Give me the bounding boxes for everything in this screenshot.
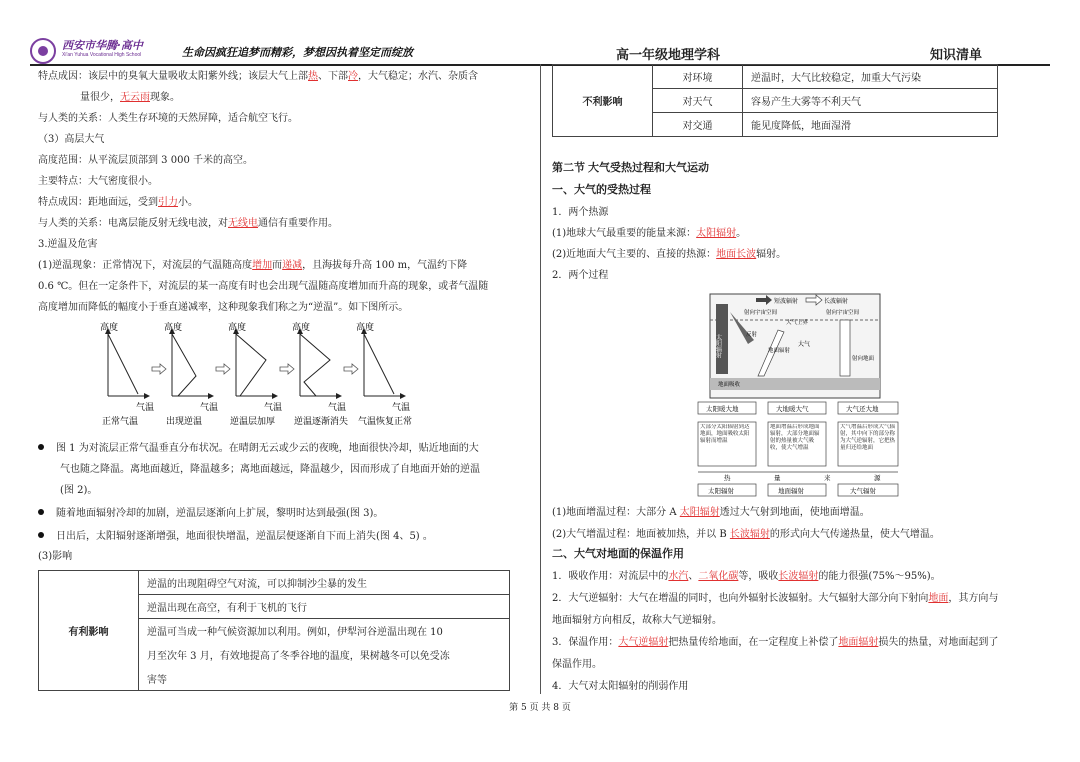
text-line: 特点成因：距地面远，受到引力小。 xyxy=(38,197,198,208)
bullet-icon xyxy=(38,444,44,450)
figure-note: 地面增温后形成地面辐射，大部分地面辐射的热量被大气吸收，使大气增温 xyxy=(770,424,820,451)
x-axis-label: 气温 xyxy=(136,403,155,413)
caption: 气温恢复正常 xyxy=(358,417,413,427)
bullet-icon xyxy=(38,532,44,538)
text-line: 3．保温作用：大气逆辐射把热量传给地面，在一定程度上补偿了地面辐射损失的热量，对地面起到了 xyxy=(552,637,999,648)
text-line: 2．两个过程 xyxy=(552,270,609,281)
text-line: 1．吸收作用：对流层中的水汽、二氧化碳等，吸收长波辐射的能力很强(75%～95%)。 xyxy=(552,571,941,582)
x-axis-label: 气温 xyxy=(392,403,411,413)
x-axis-label: 气温 xyxy=(200,403,219,413)
svg-text:射向宇宙空间: 射向宇宙空间 xyxy=(826,310,860,316)
bullet-line: 图 1 为对流层正常气温垂直分布状况。在晴朗无云或少云的夜晚，地面很快冷却，贴近地面的大 xyxy=(38,438,479,459)
school-motto: 生命因疯狂追梦而精彩，梦想因执着坚定而绽放 xyxy=(182,46,413,59)
svg-text:短波辐射: 短波辐射 xyxy=(774,298,799,305)
table-label: 不利影响 xyxy=(553,65,653,137)
table-cell: 容易产生大雾等不利天气 xyxy=(743,89,998,113)
text-line: 量很少，无云雨现象。 xyxy=(80,92,180,103)
back-radiation-arrow xyxy=(840,320,850,376)
svg-text:太阳暖大地: 太阳暖大地 xyxy=(706,405,739,413)
panel-1 xyxy=(100,321,154,427)
bullet-icon xyxy=(38,509,44,515)
svg-text:大气辐射: 大气辐射 xyxy=(850,487,876,495)
document-kind: 知识清单 xyxy=(930,47,983,62)
column-divider xyxy=(540,64,541,694)
svg-text:射向地面: 射向地面 xyxy=(852,356,875,362)
svg-text:地面辐射: 地面辐射 xyxy=(778,487,804,495)
text-line: 主要特点：大气密度很小。 xyxy=(38,176,158,187)
x-axis-label: 气温 xyxy=(328,403,347,413)
svg-text:大地暖大气: 大地暖大气 xyxy=(776,405,809,413)
table-cell: 逆温的出现阻碍空气对流，可以抑制沙尘暴的发生 xyxy=(139,571,510,595)
text-line: (1)地球大气最重要的能量来源：太阳辐射。 xyxy=(552,228,747,239)
table-cell: 月至次年 3 月，有效地提高了冬季谷地的温度，果树越冬可以免受冻 xyxy=(139,643,510,667)
subsection-heading: （3）高层大气 xyxy=(38,134,105,145)
svg-text:大气: 大气 xyxy=(798,341,811,348)
heating-process-figure xyxy=(694,290,908,498)
arrow-icon xyxy=(216,364,230,374)
text-line: 高度增加而降低的幅度小于垂直递减率，这种现象我们称之为“逆温”。如下图所示。 xyxy=(38,302,409,313)
school-name: 西安市华腾·高中 xyxy=(62,39,143,52)
section-heading: 一、大气的受热过程 xyxy=(552,184,651,196)
svg-text:大气上界: 大气上界 xyxy=(786,320,809,326)
text-line: (图 2)。 xyxy=(60,485,98,496)
table-cell: 对环境 xyxy=(653,65,743,89)
table-cell: 对天气 xyxy=(653,89,743,113)
panel-3 xyxy=(228,321,282,427)
table-cell: 害等 xyxy=(139,667,510,691)
caption: 正常气温 xyxy=(102,417,139,427)
bullet-line: 日出后，太阳辐射逐渐增强，地面很快增温，逆温层便逐渐自下而上消失(图 4、5) 。 xyxy=(38,526,433,547)
caption: 出现逆温 xyxy=(166,417,203,427)
text-line: 高度范围：从平流层顶部到 3 000 千米的高空。 xyxy=(38,155,253,166)
school-name-en: Xi'an Yuhua Vocational High School xyxy=(62,52,142,58)
table-cell: 逆温出现在高空，有利于飞机的飞行 xyxy=(139,595,510,619)
panel-4 xyxy=(292,321,348,427)
caption: 逆温逐渐消失 xyxy=(294,417,349,427)
inversion-diagram xyxy=(100,320,480,432)
svg-text:反射: 反射 xyxy=(746,332,758,338)
arrow-icon xyxy=(152,364,166,374)
svg-text:射向宇宙空间: 射向宇宙空间 xyxy=(744,310,778,316)
caption: 逆温层加厚 xyxy=(230,417,276,427)
table-cell: 能见度降低，地面湿滑 xyxy=(743,113,998,137)
figure-note: 大气增温后形成大气辐射，其中向下的部分称为大气逆辐射，它把热量归还给地面 xyxy=(840,424,896,451)
svg-text:源: 源 xyxy=(874,474,881,482)
text-line: 0.6 ℃。但在一定条件下，对流层的某一高度有时也会出现气温随高度增加而升高的现象，或者气温随 xyxy=(38,281,489,292)
table-cell: 对交通 xyxy=(653,113,743,137)
subsection-heading: (3)影响 xyxy=(38,551,73,562)
y-axis-label: 高度 xyxy=(292,323,311,333)
favorable-effects-table xyxy=(38,570,510,691)
bullet-line: 随着地面辐射冷却的加剧，逆温层逐渐向上扩展，黎明时达到最强(图 3)。 xyxy=(38,503,383,524)
text-line: (1)地面增温过程：大部分 A 太阳辐射透过大气射到地面，使地面增温。 xyxy=(552,507,870,518)
y-axis-label: 高度 xyxy=(164,323,183,333)
text-line: (2)大气增温过程：地面被加热，并以 B 长波辐射的形式向大气传递热量，使大气增温。 xyxy=(552,529,940,540)
panel-5 xyxy=(356,321,412,427)
svg-text:大气还大地: 大气还大地 xyxy=(846,405,879,413)
table-cell: 逆温时，大气比较稳定，加重大气污染 xyxy=(743,65,998,89)
svg-text:太阳辐射: 太阳辐射 xyxy=(714,334,722,358)
text-line: 4．大气对太阳辐射的削弱作用 xyxy=(552,681,689,692)
subsection-heading: 3.逆温及危害 xyxy=(38,239,98,250)
text-line: 1．两个热源 xyxy=(552,207,609,218)
text-line: 特点成因：该层中的臭氧大量吸收太阳紫外线；该层大气上部热、下部冷，大气稳定；水汽、杂质含 xyxy=(38,71,478,82)
school-logo-icon xyxy=(30,38,56,64)
table-label: 有利影响 xyxy=(39,571,139,691)
svg-text:长波辐射: 长波辐射 xyxy=(824,298,849,305)
svg-text:来: 来 xyxy=(824,474,831,482)
arrow-icon xyxy=(344,364,358,374)
unfavorable-effects-table xyxy=(552,64,998,137)
subject-title: 高一年级地理学科 xyxy=(616,47,721,62)
text-line: 与人类的关系：电离层能反射无线电波，对无线电通信有重要作用。 xyxy=(38,218,338,229)
figure-note: 大部分太阳辐射到达地面，地面吸收太阳辐射而增温 xyxy=(700,424,750,444)
svg-text:地面辐射: 地面辐射 xyxy=(768,348,791,354)
svg-text:热: 热 xyxy=(724,474,731,482)
y-axis-label: 高度 xyxy=(100,323,119,333)
text-line: 气也随之降温。离地面越近，降温越多；离地面越远，降温越少，因而形成了自地面开始的逆温 xyxy=(60,464,480,475)
text-line: 与人类的关系：人类生存环境的天然屏障，适合航空飞行。 xyxy=(38,113,298,124)
y-axis-label: 高度 xyxy=(356,323,375,333)
section-heading: 二、大气对地面的保温作用 xyxy=(552,548,684,560)
svg-text:太阳辐射: 太阳辐射 xyxy=(708,487,734,495)
section-title: 第二节 大气受热过程和大气运动 xyxy=(552,162,710,174)
page-number: 第 5 页 共 8 页 xyxy=(509,703,571,713)
text-line: (2)近地面大气主要的、直接的热源：地面长波辐射。 xyxy=(552,249,787,260)
text-line: 保温作用。 xyxy=(552,659,602,670)
table-cell: 逆温可当成一种气候资源加以利用。例如，伊犁河谷逆温出现在 10 xyxy=(139,619,510,643)
text-line: 2．大气逆辐射：大气在增温的同时，也向外辐射长波辐射。大气辐射大部分向下射向地面，其方向与 xyxy=(552,593,999,604)
text-line: (1)逆温现象：正常情况下，对流层的气温随高度增加而递减，且海拔每升高 100 m，气温约下降 xyxy=(38,260,468,271)
x-axis-label: 气温 xyxy=(264,403,283,413)
y-axis-label: 高度 xyxy=(228,323,247,333)
panel-2 xyxy=(164,321,218,427)
svg-text:量: 量 xyxy=(774,474,781,482)
text-line: 地面辐射方向相反，故称大气逆辐射。 xyxy=(552,615,722,626)
svg-text:地面吸收: 地面吸收 xyxy=(718,382,741,388)
page-header xyxy=(30,40,1050,66)
arrow-icon xyxy=(280,364,294,374)
